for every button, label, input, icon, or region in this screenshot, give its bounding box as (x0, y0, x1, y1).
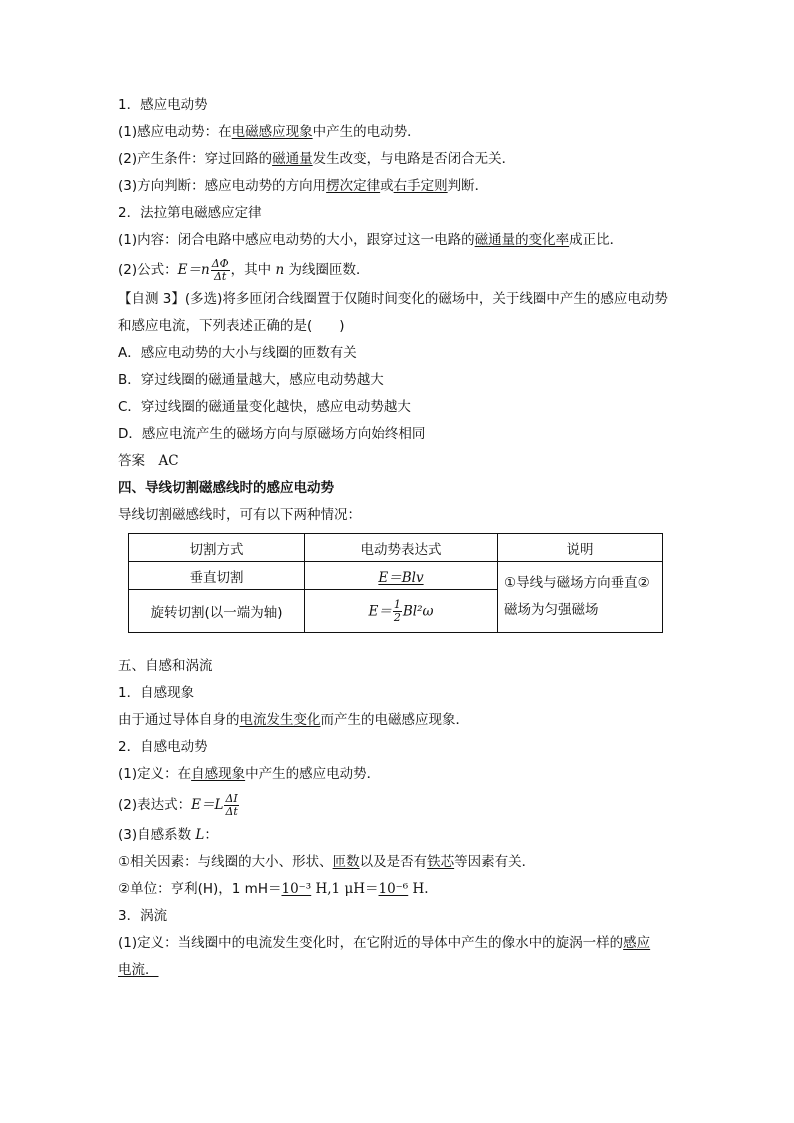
sec1-title: 1．感应电动势 (118, 97, 208, 113)
sec5-s2-p3: (3)自感系数 L： (118, 827, 218, 843)
sec5-title: 五、自感和涡流 (118, 658, 213, 674)
quiz-stem-2: 和感应电流，下列表述正确的是( ) (118, 318, 345, 334)
sec4-intro: 导线切割磁感线时，可有以下两种情况： (118, 507, 361, 523)
sec1-p2: (2)产生条件：穿过回路的磁通量发生改变，与电路是否闭合无关． (118, 151, 516, 167)
half-fraction: $\frac{1}{2}$ (393, 597, 401, 624)
sec2-p2-formula: (2)公式：E＝n $\frac{\Delta\Phi}{\Delta t}$ ，其中 n 为线圈匝数． (118, 256, 370, 283)
quiz-answer: 答案 AC (118, 453, 179, 469)
sec5-s2-title: 2．自感电动势 (118, 739, 208, 755)
sec1-p3: (3)方向判断：感应电动势的方向用楞次定律或右手定则判断． (118, 178, 489, 194)
sec5-s3-title: 3．涡流 (118, 908, 168, 924)
quiz-option-b: B．穿过线圈的磁通量越大，感应电动势越大 (118, 372, 384, 388)
sec2-title: 2．法拉第电磁感应定律 (118, 205, 262, 221)
table-header-cell: 切割方式 (129, 534, 305, 562)
quiz-stem-1: 【自测 3】(多选)将多匝闭合线圈置于仅随时间变化的磁场中，关于线圈中产生的感应电动势 (118, 291, 668, 307)
table-cell: 旋转切割(以一端为轴) (129, 590, 305, 633)
sec5-s2-factor1: ①相关因素：与线圈的大小、形状、匝数以及是否有铁芯等因素有关． (118, 854, 536, 870)
quiz-option-c: C．穿过线圈的磁通量变化越快，感应电动势越大 (118, 399, 411, 415)
quiz-option-d: D．感应电流产生的磁场方向与原磁场方向始终相同 (118, 426, 426, 442)
sec5-s2-factor2: ②单位：亨利(H)，1 mH＝10⁻³ H,1 μH＝10⁻⁶ H. (118, 881, 429, 897)
self-induction-fraction: $\frac{\Delta I}{\Delta t}$ (225, 791, 238, 818)
sec4-title: 四、导线切割磁感线时的感应电动势 (118, 480, 334, 496)
table-header-cell: 电动势表达式 (305, 534, 498, 562)
sec2-p1: (1)内容：闭合电路中感应电动势的大小，跟穿过这一电路的磁通量的变化率成正比． (118, 232, 624, 248)
document-page (118, 92, 678, 984)
cutting-table (128, 533, 663, 633)
quiz-option-a: A．感应电动势的大小与线圈的匝数有关 (118, 345, 357, 361)
sec5-s3-p1-cont: 电流． (118, 962, 159, 978)
table-note-cell: ①导线与磁场方向垂直②磁场为匀强磁场 (498, 562, 663, 633)
table-cell: 垂直切割 (129, 562, 305, 590)
sec5-s3-p1: (1)定义：当线圈中的电流发生变化时，在它附近的导体中产生的像水中的旋涡一样的感应 (118, 935, 651, 951)
table-header-row (129, 534, 663, 562)
sec1-p1: (1)感应电动势：在电磁感应现象中产生的电动势． (118, 124, 421, 140)
sec5-s2-p2-formula: (2)表达式：E＝L $\frac{\Delta I}{\Delta t}$ (118, 791, 238, 818)
sec5-s1-text: 由于通过导体自身的电流发生变化而产生的电磁感应现象． (118, 712, 469, 728)
table-cell: E＝ $\frac{1}{2}$ Bl²ω (305, 590, 498, 633)
table-row (129, 562, 663, 590)
sec5-s1-title: 1．自感现象 (118, 685, 195, 701)
sec5-s2-p1: (1)定义：在自感现象中产生的感应电动势． (118, 766, 381, 782)
table-cell: E＝Blv (305, 562, 498, 590)
table-header-cell: 说明 (498, 534, 663, 562)
faraday-fraction: $\frac{\Delta\Phi}{\Delta t}$ (211, 256, 229, 283)
